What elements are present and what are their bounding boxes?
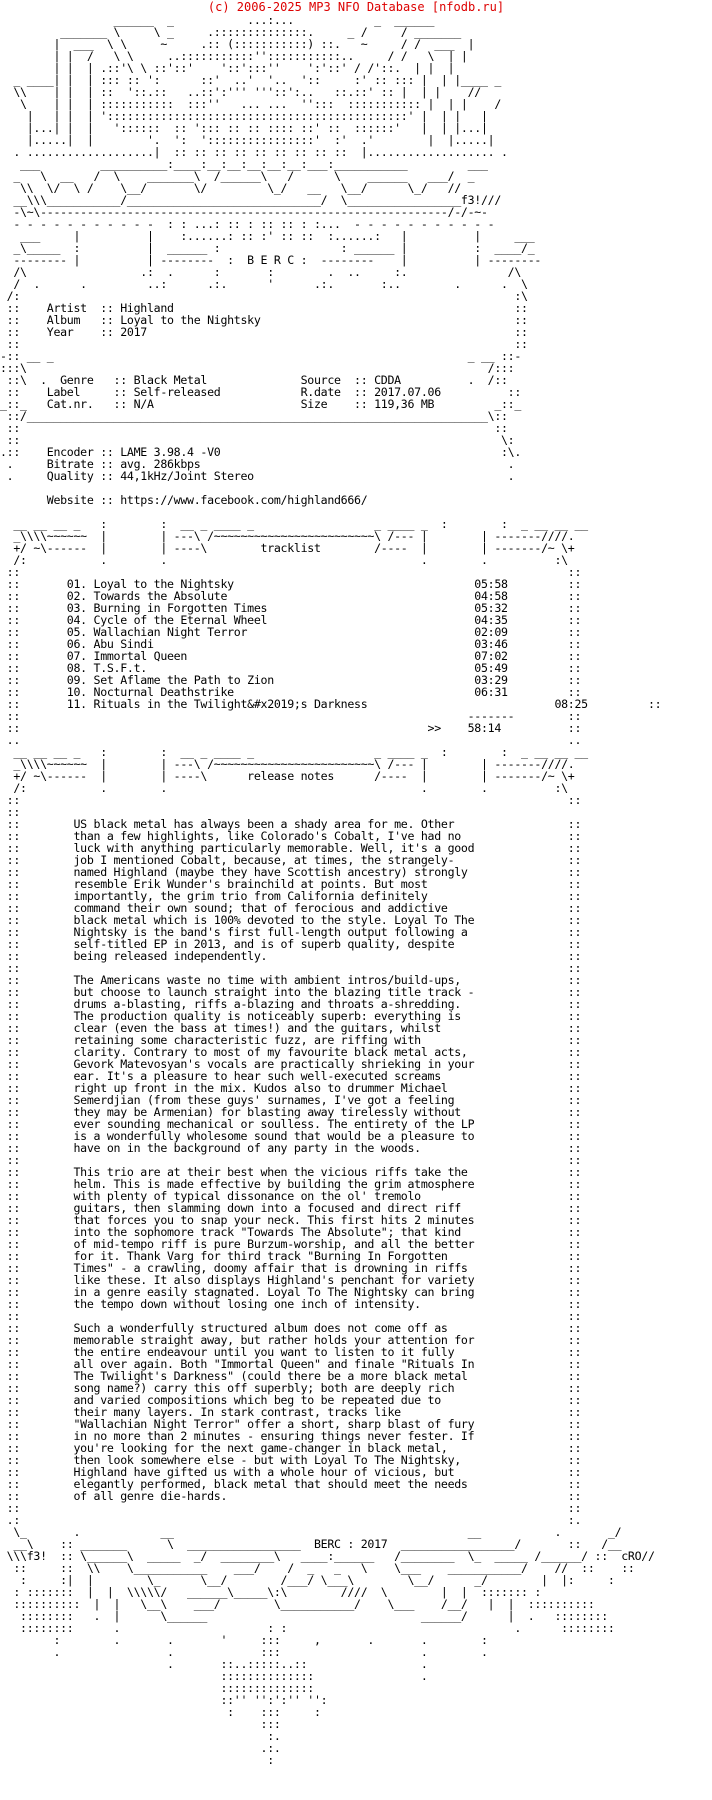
nfo-ascii-document: ______ _ ...:... _ ______ _______ \ \ _ .::::::::::::::. _ / / _______ | ___ \ \ ~ .:: (:::::::::::) ::. ~ / / ___ | | | / \ \ ..:::::::::::'':::::::::::.. / / \ | | | | | .::'\ \ ::'::' '::':::'' ':'::' / /'::. | | | _ ____| | | ::: :: ': ::' ..' '.. ':: :' :: ::: | | |____ _ \\ | | | :: '::.:: ..::':''' '''::':.. ::.::' :: | | | // \ | | | ::::::::::: :::'' ... ... ''::: ::::::::::: | | | / | | | | ':::::::::::::::::::::::::::::::::::::::::::::' | | | | |...| | | ':::::: :: '::: :: :: :::: ::' :: ::::::' | | |...| |.....| | '. ': '::::::::::::::::' :' .' | |.....| . ...................| :: :: :: :: :: :: :: :: :: |................... . ___ __________:____:__:__:__:__:__:___:___________ ___ _ \ __ / \ _______\ /______\ / \ ______ ___/ _ \\ \/ \ / \__/ \/ \_/ __ \__/ \_/ // __\\\___________/_____________________________/ \_________________f3!/// -\~\-------------------------------------------------------------/-/-~- - - - - - - - - - - - : : ...: :: : :: :: : :... - - - - - - - - - - - ___ | | :......: :: :' :: :: :......: | | ___ _\_____ : | ______ : : ______ | : ____/_ -------- | | -------- : B E R C : -------- | | -------- /\ .: . : : . .. :. /\ / . . ..: .:. ' .:. :.. . . \ /: :\ :: Artist :: Highland :: :: Album :: Loyal to the Nightsky :: :: Year :: 2017 :: :: :: -:: __ _ _ __ ::- :::\ /::: ::\ . Genre :: Black Metal Source :: CDDA . /:: :: Label :: Self-released R.date :: 2017.07.06 :: _::_ Cat.nr. :: N/A Size :: 119,36 MB _::_ ::/_____________________________________________________________________\:: :: :: :: \: .:: Encoder :: LAME 3.98.4 -V0 :\. . Bitrate :: avg. 286kbps . . Quality :: 44,1kHz/Joint Stereo . Website :: https://www.facebook.com/highland666/ __ __ __ _ : : __ _ ____ _ _ ____ _ : : _ __ __ __ _\\\\~~~~~~ | | ---\ /~~~~~~~~~~~~~~~~~~~~~~~~\ /--- | | -------////. +/ ~\------ | | ----\ tracklist /---- | | -------/~ \+ /: . . . . :\ :: :: :: 01. Loyal to the Nightsky 05:58 :: :: 02. Towards the Absolute 04:58 :: :: 03. Burning in Forgotten Times 05:32 :: :: 04. Cycle of the Eternal Wheel 04:35 :: :: 05. Wallachian Night Terror 02:09 :: :: 06. Abu Sindi 03:46 :: :: 07. Immortal Queen 07:02 :: :: 08. T.S.F.t. 05:49 :: :: 09. Set Aflame the Path to Zion 03:29 :: :: 10. Nocturnal Deathstrike 06:31 :: :: 11. Rituals in the Twilight&#x2019;s Darkness 08:25 :: :: ------- :: :: >> 58:14 :: .. .. __ __ __ _ : : __ _ ____ _ _ ____ _ : : _ __ __ __ _\\\\~~~~~~ | | ---\ /~~~~~~~~~~~~~~~~~~~~~~~~\ /--- | | -------////. +/ ~\------ | | ----\ release notes /---- | | -------/~ \+ /: . . . . :\ :: :: :: :: US black metal has always been a shady area for me. Other :: :: than a few highlights, like Colorado's Cobalt, I've had no :: :: luck with anything particularly memorable. Well, it's a good :: :: job I mentioned Cobalt, because, at times, the strangely- :: :: named Highland (maybe they have Scottish ancestry) strongly :: :: resemble Erik Wunder's brainchild at points. But most :: :: importantly, the grim trio from California definitely :: :: command their own sound; that of ferocious and addictive :: :: black metal which is 100% devoted to the style. Loyal To The :: :: Nightsky is the band's first full-length output following a :: :: self-titled EP in 2013, and is of superb quality, despite :: :: being released independently. :: :: :: :: The Americans waste no time with ambient intros/build-ups, :: :: but choose to launch straight into the blazing title track - :: :: drums a-blasting, riffs a-blazing and throats a-shredding. :: :: The production quality is noticeably superb: everything is :: :: clear (even the bass at times!) and the guitars, whilst :: :: retaining some characteristic fuzz, are riffing with :: :: clarity. Contrary to most of my favourite black metal acts, :: :: Gevork Matevosyan's vocals are practically shrieking in your :: :: ear. It's a pleasure to hear such well-executed screams :: :: right up front in the mix. Kudos also to drummer Michael :: :: Semerdjian (from these guys' surnames, I've got a feeling :: :: they may be Armenian) for blasting away tirelessly without :: :: ever sounding mechanical or soulless. The entirety of the LP :: :: is a wonderfully wholesome sound that would be a pleasure to :: :: have on in the background of any party in the woods. :: :: :: :: This trio are at their best when the vicious riffs take the :: :: helm. This is made effective by building the grim atmosphere :: :: with plenty of typical dissonance on the ol' tremolo :: :: guitars, then slamming down into a focused and direct riff :: :: that forces you to snap your neck. This first hits 2 minutes :: :: into the sophomore track "Towards The Absolute"; that kind :: :: of mid-tempo riff is pure Burzum-worship, and all the better :: :: for it. Thank Varg for third track "Burning In Forgotten :: :: Times" - a crawling, doomy affair that is drowning in riffs :: :: like these. It also displays Highland's penchant for variety :: :: in a genre easily stagnated. Loyal To The Nightsky can bring :: :: the tempo down without losing one inch of intensity. :: :: :: :: Such a wonderfully structured album does not come off as :: :: memorable straight away, but rather holds your attention for :: :: the entire endeavour until you want to listen to it fully :: :: all over again. Both "Immortal Queen" and finale "Rituals In :: :: The Twilight's Darkness" (could there be a more black metal :: :: song name?) carry this off superbly; both are deeply rich :: :: and varied compositions which beg to be repeated due to :: :: their many layers. In stark contrast, tracks like :: :: "Wallachian Night Terror" offer a short, sharp blast of fury :: :: in no more than 2 minutes - ensuring things never fester. If :: :: you're looking for the next game-changer in black metal, :: :: then look somewhere else - but with Loyal To The Nightsky, :: :: Highland have gifted us with a whole hour of vicious, but :: :: elegantly performed, black metal that should meet the needs :: :: of all genre die-hards. :: :: :: .: :. \_ . __ __ . _/ __\ :: _______ \ _________________ BERC : 2017 _________________/ :: /__ \\\f3! :: \______\ _____ _/ ________\ ____:______ /________ \_ _____ /______/ :: cRO// :: :: \\ \___________ ___/ / _ _ \ \___ ___________/ // :: :: : :| | \_ \__/ /___/ \___\ \__/ _/ | |: : : ::::::: | | \\\\\/ ______\_____\:\ //// \ | | ::::::: : :::::::::: | | \__\ ___/ \___________/ \___ /__/ | | :::::::::: :::::::: . | \______ ______/ | . :::::::: :::::::: . : : . :::::::: : . . ' ::: , . . : . . ::: . . . ::..:::::..:: . :::::::::::::: . :::::::::::::: ::'' '':':'' '': : ::: : ::: :. .:. : xyxy=(0,13,662,1767)
nfodb-copyright-link[interactable]: (c) 2006-2025 MP3 NFO Database [nfodb.ru] xyxy=(207,0,505,14)
